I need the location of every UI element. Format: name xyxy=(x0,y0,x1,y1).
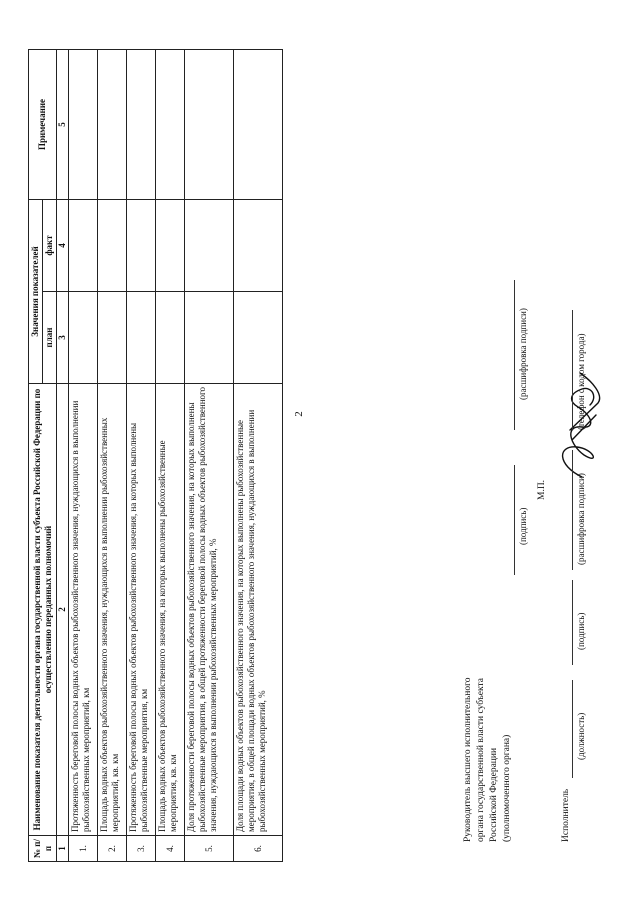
index-cell: 4 xyxy=(57,200,69,292)
note-cell xyxy=(185,50,234,200)
row-indicator: Протяженность береговой полосы водных объектов рыбохозяйственного значения, на которых выполнены рыбохозяйственные мероприятия, км xyxy=(127,384,156,836)
row-indicator: Доля площади водных объектов рыбохозяйственного значения, на которых выполнены рыбохозяйственные мероприятия, в общей площади водных объектов рыбохозяйственного значения, нуждающихся в выполнении рыбохозяйственных мероприятий, % xyxy=(234,384,283,836)
row-indicator: Доля протяженности береговой полосы водных объектов рыбохозяйственного значения, на которых выполнены рыбохозяйственные мероприятия, в общей протяженности береговой полосы водных объектов рыбохозяйственного значения, нуждающихся в выполнении рыбохозяйственных мероприятий, % xyxy=(185,384,234,836)
position-line xyxy=(572,680,573,778)
row-num: 3. xyxy=(127,836,156,862)
plan-cell xyxy=(156,292,185,384)
row-num: 2. xyxy=(98,836,127,862)
note-cell xyxy=(127,50,156,200)
signature-line xyxy=(514,465,515,575)
plan-cell xyxy=(98,292,127,384)
plan-cell xyxy=(234,292,283,384)
table-row xyxy=(185,50,234,862)
stamp-place: М.П. xyxy=(537,479,547,500)
head-title-line: органа государственной власти субъекта xyxy=(476,678,486,842)
position-caption: (должность) xyxy=(576,712,586,760)
page-number: 2 xyxy=(292,411,305,417)
fact-cell xyxy=(127,200,156,292)
header-values-group: Значения показателей xyxy=(29,200,43,384)
row-num: 6. xyxy=(234,836,283,862)
executor-signature-caption: (подпись) xyxy=(576,612,586,650)
executor-signature-line xyxy=(572,580,573,665)
fact-cell xyxy=(69,200,98,292)
fact-cell xyxy=(185,200,234,292)
head-title-line: Российской Федерации xyxy=(489,747,499,842)
header-num: № п/п xyxy=(29,836,57,862)
header-indicator-name: Наименование показателя деятельности органа государственной власти субъекта Российской Федерации по осуществлению переданных полномочий xyxy=(29,384,57,836)
table-row xyxy=(234,50,283,862)
head-title-line: (уполномоченного органа) xyxy=(502,734,512,842)
header-note: Примечание xyxy=(29,50,57,200)
note-cell xyxy=(98,50,127,200)
row-num: 1. xyxy=(69,836,98,862)
plan-cell xyxy=(69,292,98,384)
table-row xyxy=(156,50,185,862)
index-cell: 2 xyxy=(57,384,69,836)
row-indicator: Площадь водных объектов рыбохозяйственного значения, нуждающихся в выполнении рыбохозяйственных мероприятий, кв. км xyxy=(98,384,127,836)
table-row xyxy=(69,50,98,862)
note-cell xyxy=(69,50,98,200)
table-row xyxy=(98,50,127,862)
index-cell: 3 xyxy=(57,292,69,384)
rotated-form xyxy=(20,30,620,870)
decoding-line xyxy=(514,280,515,430)
fact-cell xyxy=(234,200,283,292)
head-title-line: Руководитель высшего исполнительного xyxy=(463,677,473,842)
row-indicator: Площадь водных объектов рыбохозяйственного значения, на которых выполнены рыбохозяйственные мероприятия, кв. км xyxy=(156,384,185,836)
phone-line xyxy=(572,310,573,430)
plan-cell xyxy=(127,292,156,384)
fact-cell xyxy=(156,200,185,292)
index-cell: 5 xyxy=(57,50,69,200)
index-cell: 1 xyxy=(57,836,69,862)
fact-cell xyxy=(98,200,127,292)
header-fact: факт xyxy=(43,200,57,292)
column-index-row xyxy=(57,50,69,862)
signature-caption: (подпись) xyxy=(518,507,528,545)
decoding-caption: (расшифровка подписи) xyxy=(518,308,528,400)
note-cell xyxy=(156,50,185,200)
row-indicator: Протяженность береговой полосы водных объектов рыбохозяйственного значения, нуждающихся в выполнении рыбохозяйственных мероприятий, км xyxy=(69,384,98,836)
indicators-table xyxy=(28,49,283,862)
row-num: 5. xyxy=(185,836,234,862)
executor-decoding-line xyxy=(572,450,573,570)
executor-decoding-caption: (расшифровка подписи) xyxy=(576,473,586,565)
executor-label: Исполнитель xyxy=(561,788,571,842)
row-num: 4. xyxy=(156,836,185,862)
table-row xyxy=(127,50,156,862)
note-cell xyxy=(234,50,283,200)
plan-cell xyxy=(185,292,234,384)
phone-caption: (телефон с кодом города) xyxy=(576,333,586,430)
header-plan: план xyxy=(43,292,57,384)
